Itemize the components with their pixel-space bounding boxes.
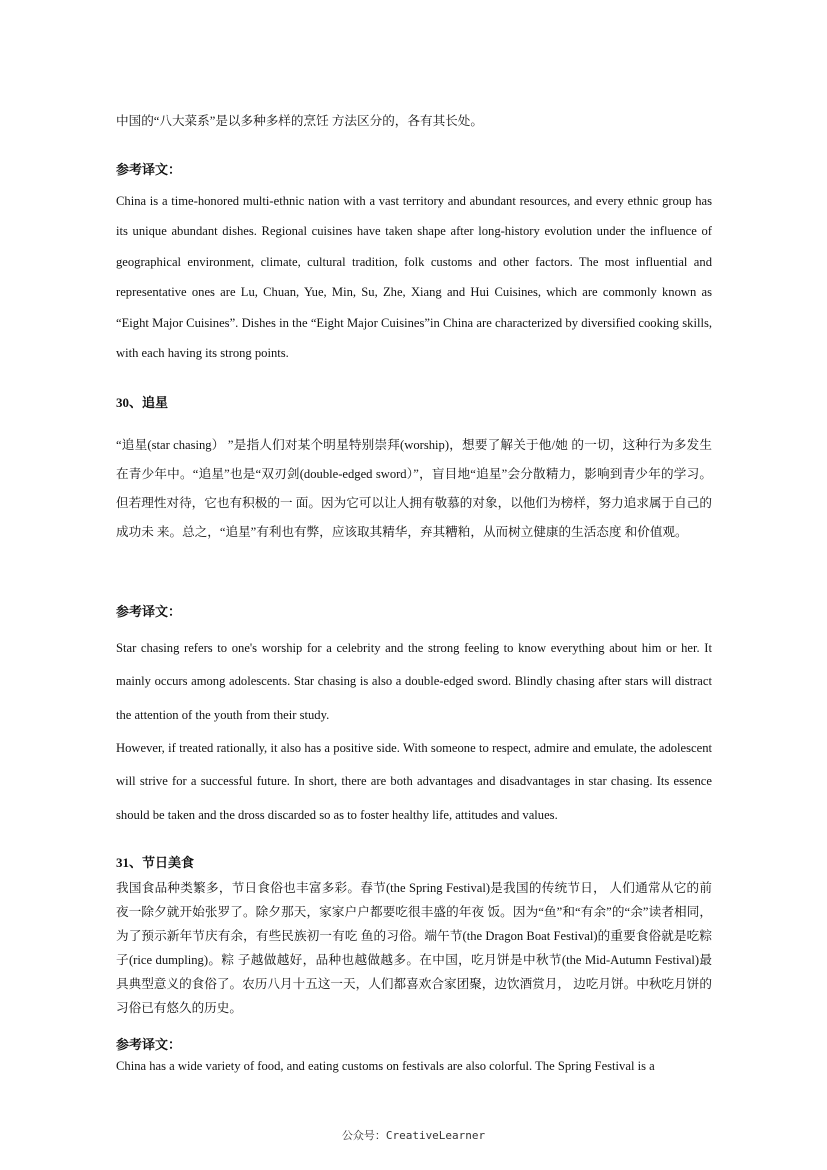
reference-translation-heading-29: 参考译文： [116,162,182,177]
reference-translation-29: China is a time-honored multi-ethnic nation with a vast territory and abundant resources, and every ethnic group has its unique abundant dishes. Regional cuisines have taken shape after long-history evolution under the influence of geographical environment, climate, cultural tradition, folk customs and other factors. The most influential and representative ones are Lu, Chuan, Yue, Min, Su, Zhe, Xiang and Hui Cuisines, which are commonly known as “Eight Major Cuisines”. Dishes in the “Eight Major Cuisines”in China are characterized by diversified cooking skills, with each having its strong points. [116,194,712,361]
reference-translation-heading-31: 参考译文： [116,1037,182,1052]
section-31-chinese-text: 我国食品种类繁多，节日食俗也丰富多彩。春节(the Spring Festival)是我国的传统节日， 人们通常从它的前夜一除夕就开始张罗了。除夕那天，家家户户都要吃很丰盛的年夜 饭。因为“鱼”和“有余”的“余”读者相同，为了预示新年节庆有余，有些民族初一有吃 鱼的习俗。端午节(the Dragon Boat Festival)的重要食俗就是吃粽子(rice dumpling)。粽 子越做越好，品种也越做越多。在中国，吃月饼是中秋节(the Mid-Autumn Festival)最 具典型意义的食俗了。农历八月十五这一天，人们都喜欢合家团聚，边饮酒赏月， 边吃月饼。中秋吃月饼的习俗已有悠久的历史。 [116,881,712,1015]
section-31-heading: 31、节日美食 [116,855,195,870]
reference-translation-30-part-2: However, if treated rationally, it also has a positive side. With someone to respect, admire and emulate, the adolescent will strive for a successful future. In short, there are both advantages and disadvantages in star chasing. Its essence should be taken and the dross discarded so as to foster healthy life, attitudes and values. [116,741,712,822]
reference-translation-heading-30: 参考译文： [116,604,182,619]
section-30-heading: 30、追星 [116,395,169,410]
reference-translation-30-part-1: Star chasing refers to one's worship for a celebrity and the strong feeling to know everything about him or her. It mainly occurs among adolescents. Star chasing is also a double-edged sword. Blindly chasing after stars will distract the attention of the youth from their study. [116,641,712,722]
reference-translation-31: China has a wide variety of food, and eating customs on festivals are also colorful. The Spring Festival is a [116,1059,655,1073]
section-30-chinese-text: “追星(star chasing） ”是指人们对某个明星特别崇拜(worship)，想要了解关于他/她 的一切，这种行为多发生在青少年中。“追星”也是“双刃剑(double-edged sword）”，盲目地“追星”会分散精力，影响到青少年的学习。但若理性对待，它也有积极的一 面。因为它可以让人拥有敬慕的对象，以他们为榜样，努力追求属于自己的成功未 来。总之，“追星”有利也有弊，应该取其精华，弃其糟粕，从而树立健康的生活态度 和价值观。 [116,438,712,539]
page-footer: 公众号：CreativeLearner [341,1129,486,1142]
intro-line: 中国的“八大菜系”是以多种多样的烹饪 方法区分的，各有其长处。 [116,114,483,128]
